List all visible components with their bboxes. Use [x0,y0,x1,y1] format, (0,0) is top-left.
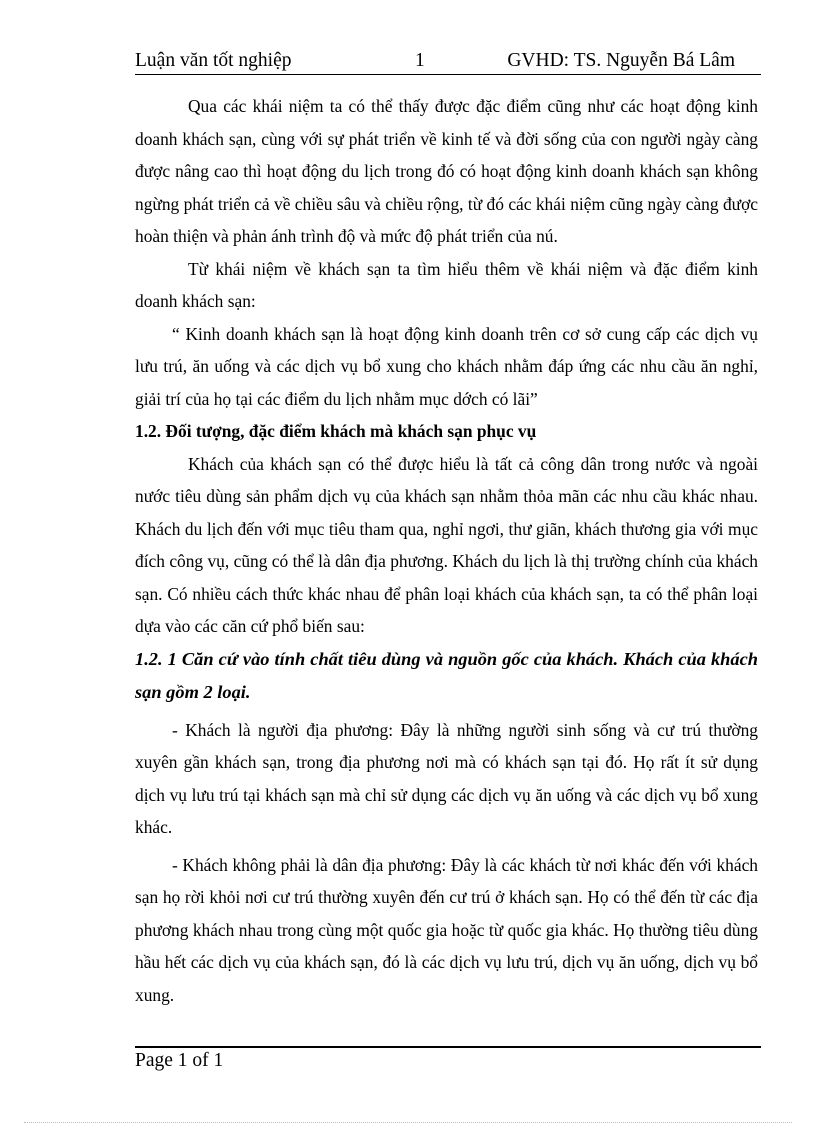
page-header [135,44,761,75]
section-heading: 1.2. Đối tượng, đặc điểm khách mà khách sạn phục vụ [135,421,537,441]
paragraph-intro: Qua các khái niệm ta có thể thấy được đặc điểm cũng như các hoạt động kinh doanh khách sạn, cùng với sự phát triển về kinh tế và đời sống của con người ngày càng được nâng cao thì hoạt động du lịch trong đó có hoạt động kinh doanh khách sạn không ngừng phát triển cả về chiều sâu và chiều rộng, từ đó các khái niệm cũng ngày càng được hoàn thiện và phản ánh trình độ và mức độ phát triển của nú. [135,96,758,246]
paragraph-guests: Khách của khách sạn có thể được hiểu là tất cả công dân trong nước và ngoài nước tiêu dùng sản phẩm dịch vụ của khách sạn nhằm thỏa mãn các nhu cầu khác nhau. Khách du lịch đến với mục tiêu tham qua, nghỉ ngơi, thư giãn, khách thương gia với mục đích công vụ, cũng có thể là dân địa phương. Khách du lịch là thị trường chính của khách sạn. Có nhiều cách thức khác nhau để phân loại khách của khách sạn, ta có thể phân loại dựa vào các căn cứ phổ biến sau: [135,453,758,636]
footer-divider [135,1046,761,1048]
paragraph-quote: “ Kinh doanh khách sạn là hoạt động kinh doanh trên cơ sở cung cấp các dịch vụ lưu trú, ăn uống và các dịch vụ bổ xung cho khách nhằm đáp ứng các nhu cầu ăn nghỉ, giải trí của họ tại các điểm du lịch nhằm mục dớch có lãi” [135,323,758,409]
footer-page-label: Page 1 of 1 [135,1050,224,1071]
document-body [135,90,758,1011]
header-advisor: GVHD: TS. Nguyễn Bá Lâm [507,50,735,71]
subsection-heading: 1.2. 1 Căn cứ vào tính chất tiêu dùng và nguồn gốc của khách. Khách của khách sạn gồm 2 loại. [135,648,758,702]
header-title: Luận văn tốt nghiệp [135,50,292,71]
paragraph-nonlocal-guests: - Khách không phải là dân địa phương: Đây là các khách từ nơi khác đến với khách sạn họ rời khỏi nơi cư trú thường xuyên đến cư trú ở khách sạn. Họ có thể đến từ các địa phương khách nhau trong cùng một quốc gia hoặc từ quốc gia khác. Họ thường tiêu dùng hầu hết các dịch vụ của khách sạn, đó là các dịch vụ lưu trú, dịch vụ ăn uống, dịch vụ bổ xung. [135,854,758,1005]
paragraph-local-guests: - Khách là người địa phương: Đây là những người sinh sống và cư trú thường xuyên gần khách sạn, trong địa phương nơi mà có khách sạn tại đó. Họ rất ít sử dụng dịch vụ lưu trú tại khách sạn mà chỉ sử dụng các dịch vụ ăn uống và các dịch vụ bổ xung khác. [135,719,758,837]
header-page-number: 1 [415,50,425,71]
paragraph-concept: Từ khái niệm về khách sạn ta tìm hiểu thêm về khái niệm và đặc điểm kinh doanh khách sạn: [135,258,758,311]
